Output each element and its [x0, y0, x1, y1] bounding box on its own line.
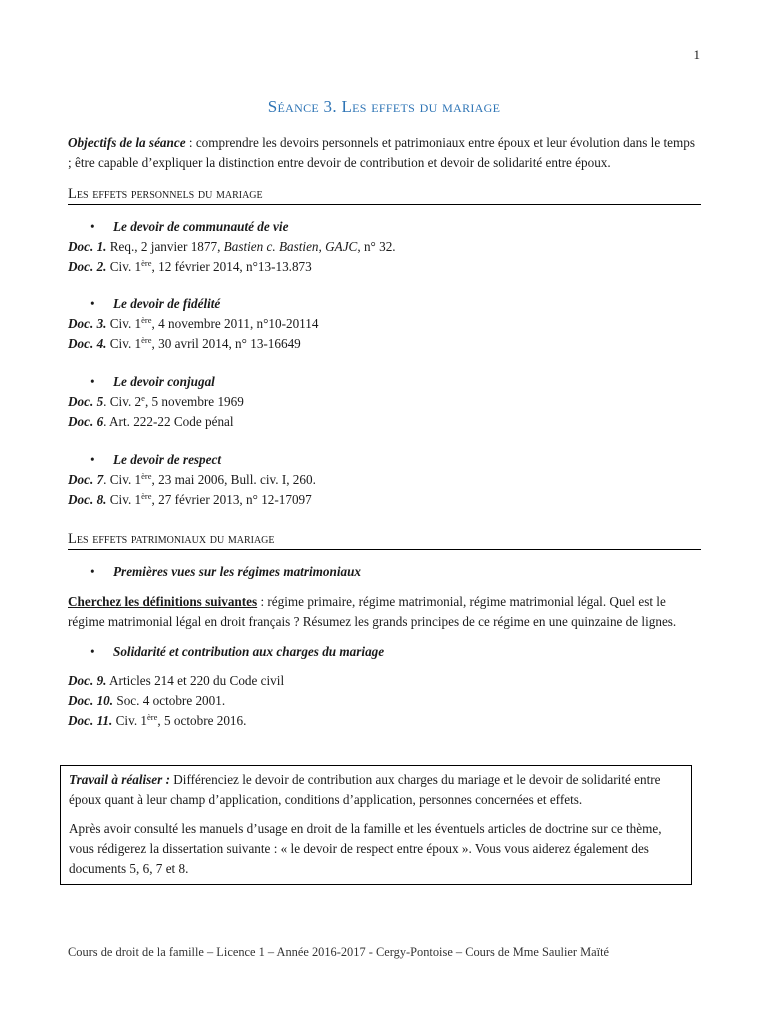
- page-number: 1: [693, 47, 700, 62]
- doc-line: Doc. 3. Civ. 1ère, 4 novembre 2011, n°10-20114: [68, 315, 319, 331]
- bullet-item: • Le devoir de communauté de vie: [68, 217, 701, 237]
- doc-line: Doc. 5. Civ. 2e, 5 novembre 1969: [68, 393, 244, 409]
- page-title: Séance 3. Les effets du mariage: [267, 97, 501, 116]
- cherchez-text: : régime primaire, régime matrimonial, régime matrimonial légal. Quel est le régime matrimonial légal en droit français ? Résumez les grands principes de ce régime en une quinzaine de lignes.: [68, 594, 677, 629]
- bullet-item: • Le devoir de respect: [68, 450, 701, 470]
- travail-paragraph-2: Après avoir consulté les manuels d’usage en droit de la famille et les éventuels articles de doctrine sur ce thème, vous rédigerez la dissertation suivante : « le devoir de respect entre époux ». Vous vous aiderez également des documents 5, 6, 7 et 8.: [69, 821, 662, 876]
- section-heading-personnels: Les effets personnels du mariage: [68, 185, 701, 205]
- document-body: [68, 133, 701, 731]
- group-fidelite: [68, 294, 701, 354]
- doc-line: Doc. 1. Req., 2 janvier 1877, Bastien c. Bastien, GAJC, n° 32.: [68, 239, 396, 254]
- bullet-dot-icon: •: [90, 219, 95, 234]
- bullet-dot-icon: •: [90, 564, 95, 579]
- objectifs-paragraph: [68, 133, 701, 173]
- bullet-item: • Solidarité et contribution aux charges du mariage: [68, 642, 701, 662]
- cherchez-lead: Cherchez les définitions suivantes: [68, 594, 258, 609]
- group-conjugal: [68, 372, 701, 432]
- group-solidarite-docs: [68, 671, 701, 731]
- bullet-item: • Le devoir conjugal: [68, 372, 701, 392]
- travail-box: [60, 765, 692, 885]
- doc-line: Doc. 6. Art. 222-22 Code pénal: [68, 414, 234, 429]
- group-communaute: [68, 217, 701, 277]
- objectifs-text: : comprendre les devoirs personnels et patrimoniaux entre époux et leur évolution dans le temps ; être capable d’expliquer la distinction entre devoir de contribution et devoir de solidarité entre époux.: [68, 135, 695, 170]
- travail-lead: Travail à réaliser :: [69, 772, 170, 787]
- doc-line: Doc. 2. Civ. 1ère, 12 février 2014, n°13-13.873: [68, 258, 312, 274]
- doc-line: Doc. 11. Civ. 1ère, 5 octobre 2016.: [68, 712, 247, 728]
- doc-line: Doc. 9. Articles 214 et 220 du Code civil: [68, 673, 285, 688]
- bullet-dot-icon: •: [90, 296, 95, 311]
- bullet-item: • Premières vues sur les régimes matrimoniaux: [68, 562, 701, 582]
- bullet-dot-icon: •: [90, 644, 95, 659]
- section-heading-patrimoniaux: Les effets patrimoniaux du mariage: [68, 530, 701, 550]
- objectifs-lead: Objectifs de la séance: [68, 135, 186, 150]
- travail-paragraph-1: Travail à réaliser : Différenciez le devoir de contribution aux charges du mariage et le devoir de solidarité entre époux quant à leur champ d’application, conditions d’application, personnes concernées et effets.: [69, 772, 661, 807]
- doc-line: Doc. 10. Soc. 4 octobre 2001.: [68, 693, 226, 708]
- bullet-dot-icon: •: [90, 452, 95, 467]
- page-footer: Cours de droit de la famille – Licence 1 – Année 2016-2017 - Cergy-Pontoise – Cours de Mme Saulier Maïté: [68, 945, 610, 959]
- doc-line: Doc. 8. Civ. 1ère, 27 février 2013, n° 12-17097: [68, 491, 312, 507]
- group-respect: [68, 450, 701, 510]
- bullet-item: • Le devoir de fidélité: [68, 294, 701, 314]
- bullet-dot-icon: •: [90, 374, 95, 389]
- cherchez-paragraph: [68, 592, 701, 632]
- doc-line: Doc. 7. Civ. 1ère, 23 mai 2006, Bull. civ. I, 260.: [68, 471, 316, 487]
- doc-line: Doc. 4. Civ. 1ère, 30 avril 2014, n° 13-16649: [68, 335, 301, 351]
